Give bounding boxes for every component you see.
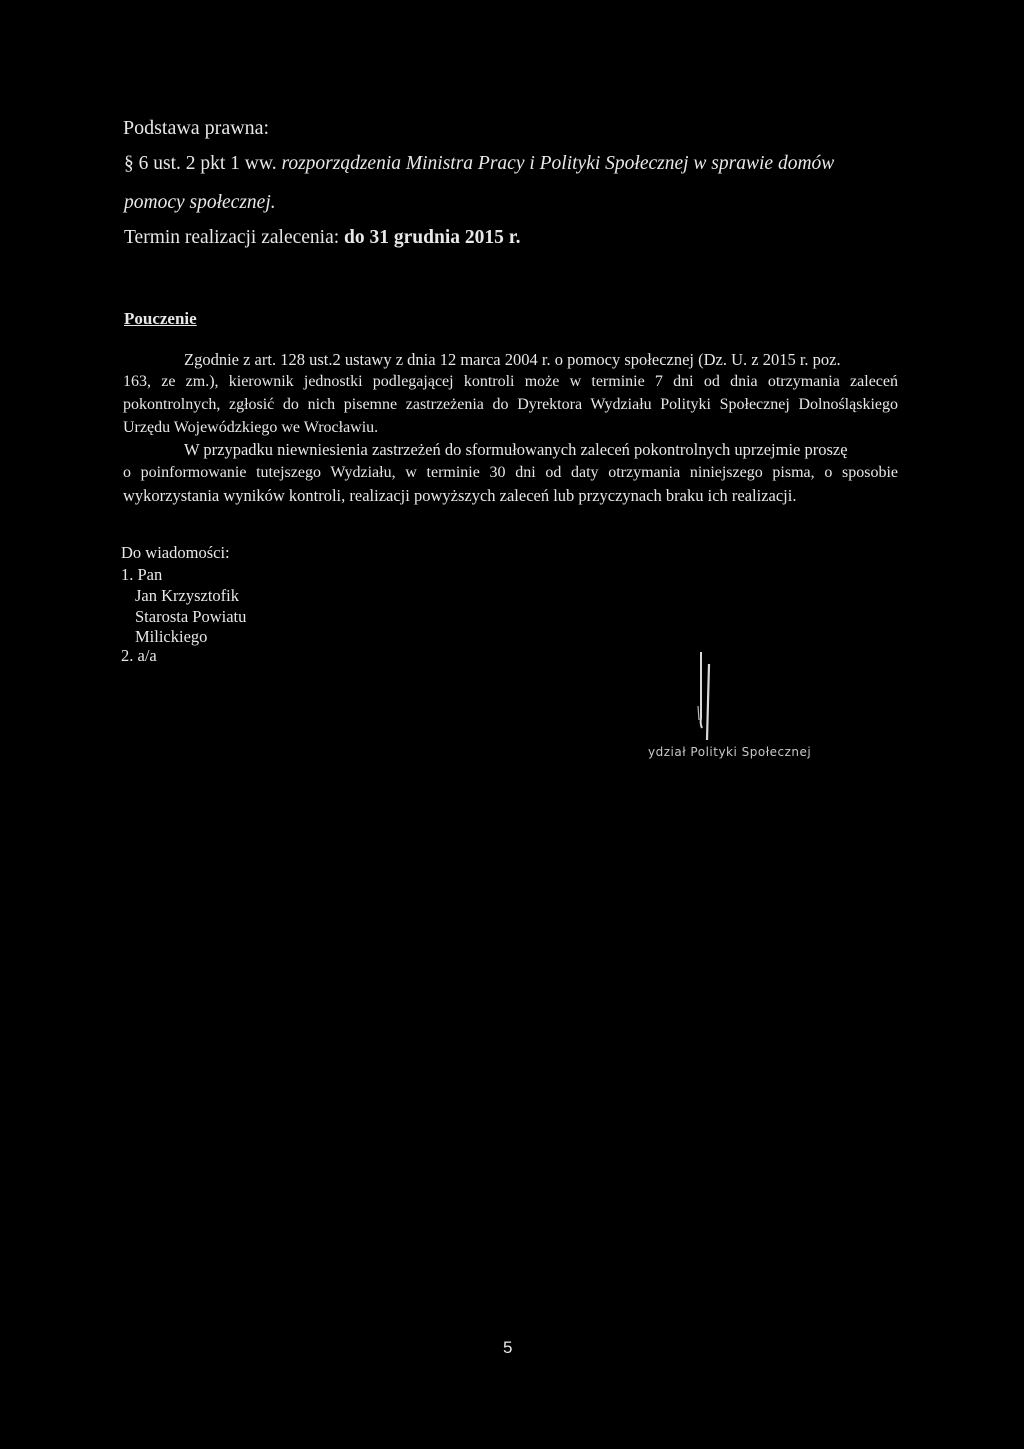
- paragraph-line: W przypadku niewniesienia zastrzeżeń do sformułowanych zaleceń pokontrolnych uprzejmie proszę: [184, 440, 848, 459]
- recipient-line: 1. Pan: [121, 565, 163, 584]
- deadline-value: do 31 grudnia 2015 r.: [344, 227, 521, 248]
- legal-basis-heading: Podstawa prawna:: [123, 117, 270, 139]
- page-number: 5: [503, 1338, 513, 1357]
- legal-basis-regulation: rozporządzenia Ministra Pracy i Polityki Społecznej w sprawie domów: [281, 153, 835, 174]
- paragraph-line: Urzędu Wojewódzkiego we Wrocławiu.: [123, 419, 379, 436]
- legal-basis-reference: § 6 ust. 2 pkt 1 ww.: [124, 153, 282, 174]
- legal-basis-regulation-cont: pomocy społecznej.: [124, 192, 276, 213]
- stamp-text: ydział Polityki Społecznej: [648, 745, 812, 759]
- instruction-heading: Pouczenie: [124, 309, 197, 328]
- deadline-line: [124, 227, 521, 249]
- legal-basis-line: [124, 153, 834, 175]
- paragraph-line: Zgodnie z art. 128 ust.2 ustawy z dnia 12 marca 2004 r. o pomocy społecznej (Dz. U. z 2015 r. poz.: [184, 350, 841, 369]
- deadline-label: Termin realizacji zalecenia:: [124, 227, 345, 248]
- signature-mark: [688, 648, 728, 744]
- paragraph-line: 163, ze zm.), kierownik jednostki podlegającej kontroli może w terminie 7 dni od dnia otrzymania zaleceń: [123, 373, 898, 390]
- paragraph-line: pokontrolnych, zgłosić do nich pisemne zastrzeżenia do Dyrektora Wydziału Polityki Społecznej Dolnośląskiego: [123, 396, 898, 413]
- recipients-title: Do wiadomości:: [121, 543, 230, 562]
- recipient-line: Jan Krzysztofik: [135, 586, 240, 605]
- recipient-line: 2. a/a: [121, 646, 157, 665]
- recipient-line: Starosta Powiatu: [135, 607, 247, 626]
- paragraph-line: o poinformowanie tutejszego Wydziału, w terminie 30 dni od daty otrzymania niniejszego pisma, o sposobie: [123, 464, 898, 481]
- paragraph-line: wykorzystania wyników kontroli, realizacji powyższych zaleceń lub przyczynach braku ich realizacji.: [123, 486, 797, 505]
- recipient-line: Milickiego: [135, 627, 208, 646]
